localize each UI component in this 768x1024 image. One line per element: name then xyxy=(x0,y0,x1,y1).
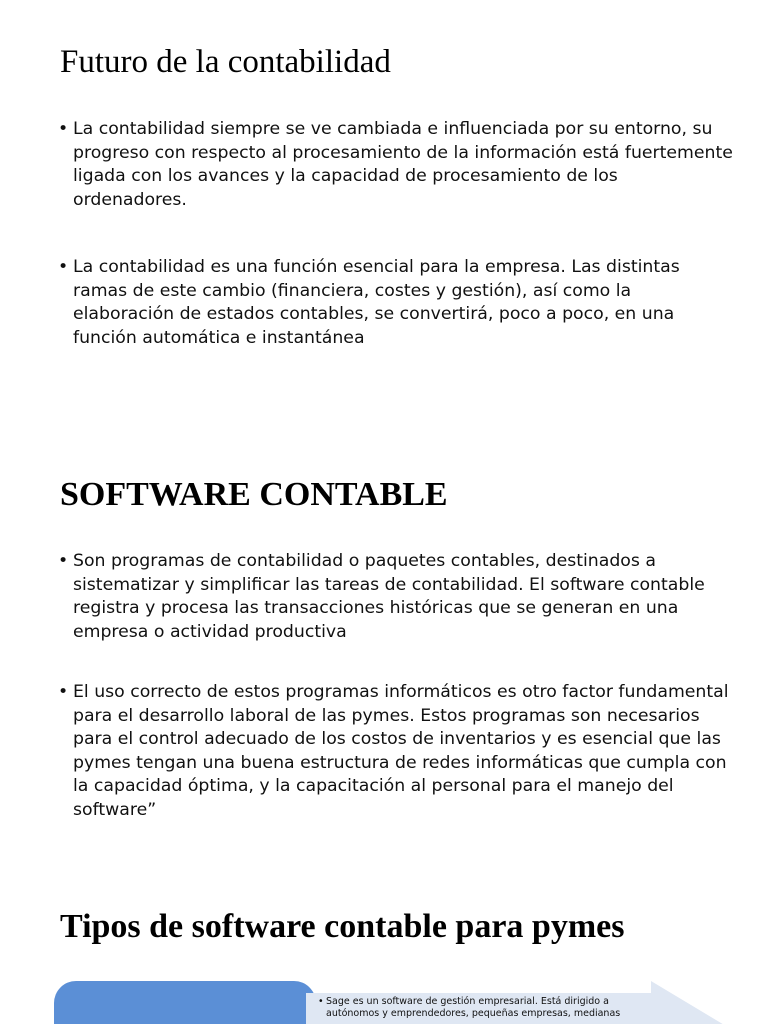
bullet-icon: • xyxy=(58,551,69,571)
section-title-software-contable: SOFTWARE CONTABLE xyxy=(60,476,448,513)
bullet-item xyxy=(58,118,733,212)
bullet-item xyxy=(58,550,733,644)
diagram-text: Sage es un software de gestión empresarial. Está dirigido a autónomos y emprendedores, pequeñas empresas, medianas xyxy=(326,996,621,1019)
bullet-text: El uso correcto de estos programas informáticos es otro factor fundamental para el desarrollo laboral de las pymes. Estos programas son necesarios para el control adecuado de los costos de inventarios y es esencial que las pymes tengan una buena estructura de redes informáticas que cumpla con la capacidad óptima, y la capacitación al personal para el manejo del software” xyxy=(73,682,729,820)
bullet-text: La contabilidad es una función esencial para la empresa. Las distintas ramas de este cambio (financiera, costes y gestión), así como la elaboración de estados contables, se convertirá, poco a poco, en una función automática e instantánea xyxy=(73,257,680,348)
bullet-icon: • xyxy=(58,682,69,702)
diagram-arrow-text xyxy=(318,996,656,1020)
bullet-text: Son programas de contabilidad o paquetes contables, destinados a sistematizar y simplificar las tareas de contabilidad. El software contable registra y procesa las transacciones históricas que se generan en una empresa o actividad productiva xyxy=(73,551,705,642)
bullet-item xyxy=(58,681,733,823)
bullet-icon: • xyxy=(58,119,69,139)
section-title-tipos-software: Tipos de software contable para pymes xyxy=(60,908,625,945)
section-title-futuro: Futuro de la contabilidad xyxy=(60,44,391,80)
diagram-box xyxy=(54,981,316,1024)
bullet-icon: • xyxy=(58,257,69,277)
bullet-item xyxy=(58,256,733,350)
bullet-icon: • xyxy=(318,996,324,1007)
bullet-text: La contabilidad siempre se ve cambiada e influenciada por su entorno, su progreso con respecto al procesamiento de la información está fuertemente ligada con los avances y la capacidad de procesamiento de los ordenadores. xyxy=(73,119,733,210)
